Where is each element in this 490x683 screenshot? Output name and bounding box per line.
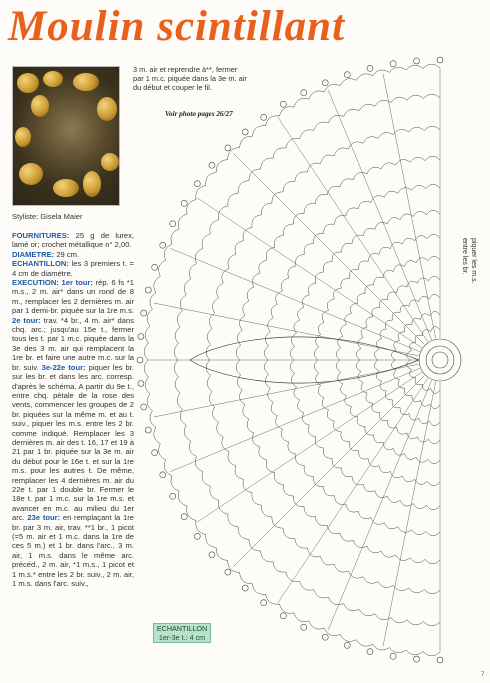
side-note-line-2: entre les br. (461, 238, 468, 275)
picot-14 (170, 493, 176, 499)
picot-28 (194, 181, 200, 187)
picot-5 (322, 634, 328, 640)
picot-24 (152, 264, 158, 270)
picot-13 (181, 514, 187, 520)
picot-2 (390, 653, 396, 659)
picot-34 (301, 90, 307, 96)
center-ring-1 (432, 352, 448, 368)
execution-label: EXECUTION: (12, 278, 59, 288)
picot-6 (301, 624, 307, 630)
picot-38 (390, 61, 396, 67)
picot-12 (194, 533, 200, 539)
tour3-text: piquer les br. sur les br. et dans les arc. corresp. d'après le schéma. A partir du 9e t., entre chq. pétale de la rose des vents, commencer les groupes de 2 br. piquées sur la même m. et au t. suiv., piquer les m.s. entre les 2 br. comme indiqué. Remplacer les 3 dernières m. air des t. 16, 17 et 19 à 21 par 1 br. piquée sur la 3e m. air du début pour le 16e t. et sur la 1re m.s. pour les autres t. De même, remplacer les 4 dernières m. air du 22e t. par 1 double br. Fermer le 18e t. par 1 m.c. sur la 1re m.s. et avancer en m.c. au milieu du 1er arc. (12, 362, 134, 523)
picot-11 (209, 552, 215, 558)
photo-reference: Voir photo pages 26/27 (165, 110, 233, 118)
picot-10 (225, 569, 231, 575)
tour2-label: 2e tour: (12, 315, 41, 325)
spoke-6 (170, 368, 420, 471)
spoke-5 (197, 372, 422, 522)
picot-9 (242, 585, 248, 591)
spoke-10 (170, 248, 420, 351)
diametre-label: DIAMETRE: (12, 249, 55, 259)
tour1-label: 1er tour: (61, 278, 93, 288)
picot-27 (181, 200, 187, 206)
spoke-1 (383, 382, 436, 647)
spoke-9 (154, 303, 419, 356)
stylist-credit: Styliste: Gisela Maier (12, 212, 83, 221)
spoke-11 (197, 198, 422, 348)
picot-0 (437, 657, 443, 663)
picot-39 (414, 58, 420, 64)
picot-40 (437, 57, 443, 63)
picot-35 (322, 80, 328, 86)
picot-20 (137, 357, 143, 363)
picot-4 (344, 642, 350, 648)
spoke-3 (278, 378, 428, 603)
picot-36 (344, 72, 350, 78)
spoke-15 (383, 74, 436, 339)
spoke-2 (328, 380, 431, 630)
spoke-13 (278, 117, 428, 342)
tour1-text: rép. 6 fs *1 m.s., 2 m. air* dans un rond de 8 m., remplacer les 2 dernières m. air par 1 demi-br. piquée sur la 1re m.s. (12, 278, 134, 316)
picot-33 (280, 101, 286, 107)
fournitures-label: FOURNITURES: (12, 231, 70, 240)
side-note (438, 238, 486, 318)
picot-32 (261, 114, 267, 120)
tour23-text: en remplaçant la 1re br. par 3 m. air, trav. **1 br., 1 picot (=5 m. air et 1 m.c. dans la 1re de ces 5 m.) et 1 br. dans l'arc., 3 m. air, 1 m.s. dans le même arc. précéd., 2 m. air, *1 m.s., 1 picot et 1 m.s.* entre les 2 br. suiv., 2 m. air, 1 m.s. dans l'arc. suiv., (12, 513, 134, 589)
spoke-7 (154, 364, 419, 417)
page-title: Moulin scintillant (8, 3, 346, 50)
picot-18 (141, 404, 147, 410)
page-number: 7 (481, 672, 485, 678)
gauge-box (153, 623, 211, 643)
picot-23 (145, 287, 151, 293)
picot-1 (414, 656, 420, 662)
echantillon-text: les 3 premiers t. = 4 cm de diamètre. (12, 259, 134, 278)
picot-25 (160, 242, 166, 248)
center-ring-2 (426, 346, 454, 374)
spoke-12 (234, 154, 425, 345)
picot-22 (141, 310, 147, 316)
picot-17 (145, 427, 151, 433)
tour2-text: trav. *4 br., 4 m. air* dans chq. arc.; jusqu'au 15e t., fermer tous les t. par 1 m.c. piquée dans la 3e des 3 m. air qui remplacent la 1re br. et faire une autre m.c. sur la br. suiv. (12, 315, 134, 372)
side-note-line-1: piquer les m.s. (470, 238, 477, 284)
picot-7 (280, 613, 286, 619)
center-ring-3 (419, 339, 461, 381)
spoke-4 (234, 376, 425, 567)
picot-37 (367, 65, 373, 71)
gauge-title: ECHANTILLON (156, 624, 208, 633)
fournitures-text: 25 g de lurex, lamé or; crochet métallique n° 2,00. (12, 231, 134, 250)
picot-16 (152, 450, 158, 456)
picot-21 (138, 334, 144, 340)
continuation-text: 3 m. air et reprendre à**, fermer par 1 m.c. piquée dans la 3e m. air du début et couper le fil. (133, 65, 247, 92)
tour23-label: 23e tour: (27, 513, 61, 523)
diametre-text: 29 cm. (56, 249, 80, 259)
picot-3 (367, 649, 373, 655)
spoke-14 (328, 90, 431, 340)
picot-30 (225, 145, 231, 151)
gauge-value: 1er-3e t.: 4 cm (158, 633, 206, 642)
picot-29 (209, 162, 215, 168)
picot-26 (170, 221, 176, 227)
tour3-label: 3e-22e tour: (41, 362, 86, 372)
echantillon-label: ECHANTILLON: (12, 259, 69, 269)
picot-19 (138, 381, 144, 387)
picot-31 (242, 129, 248, 135)
picot-8 (261, 600, 267, 606)
picot-15 (160, 472, 166, 478)
